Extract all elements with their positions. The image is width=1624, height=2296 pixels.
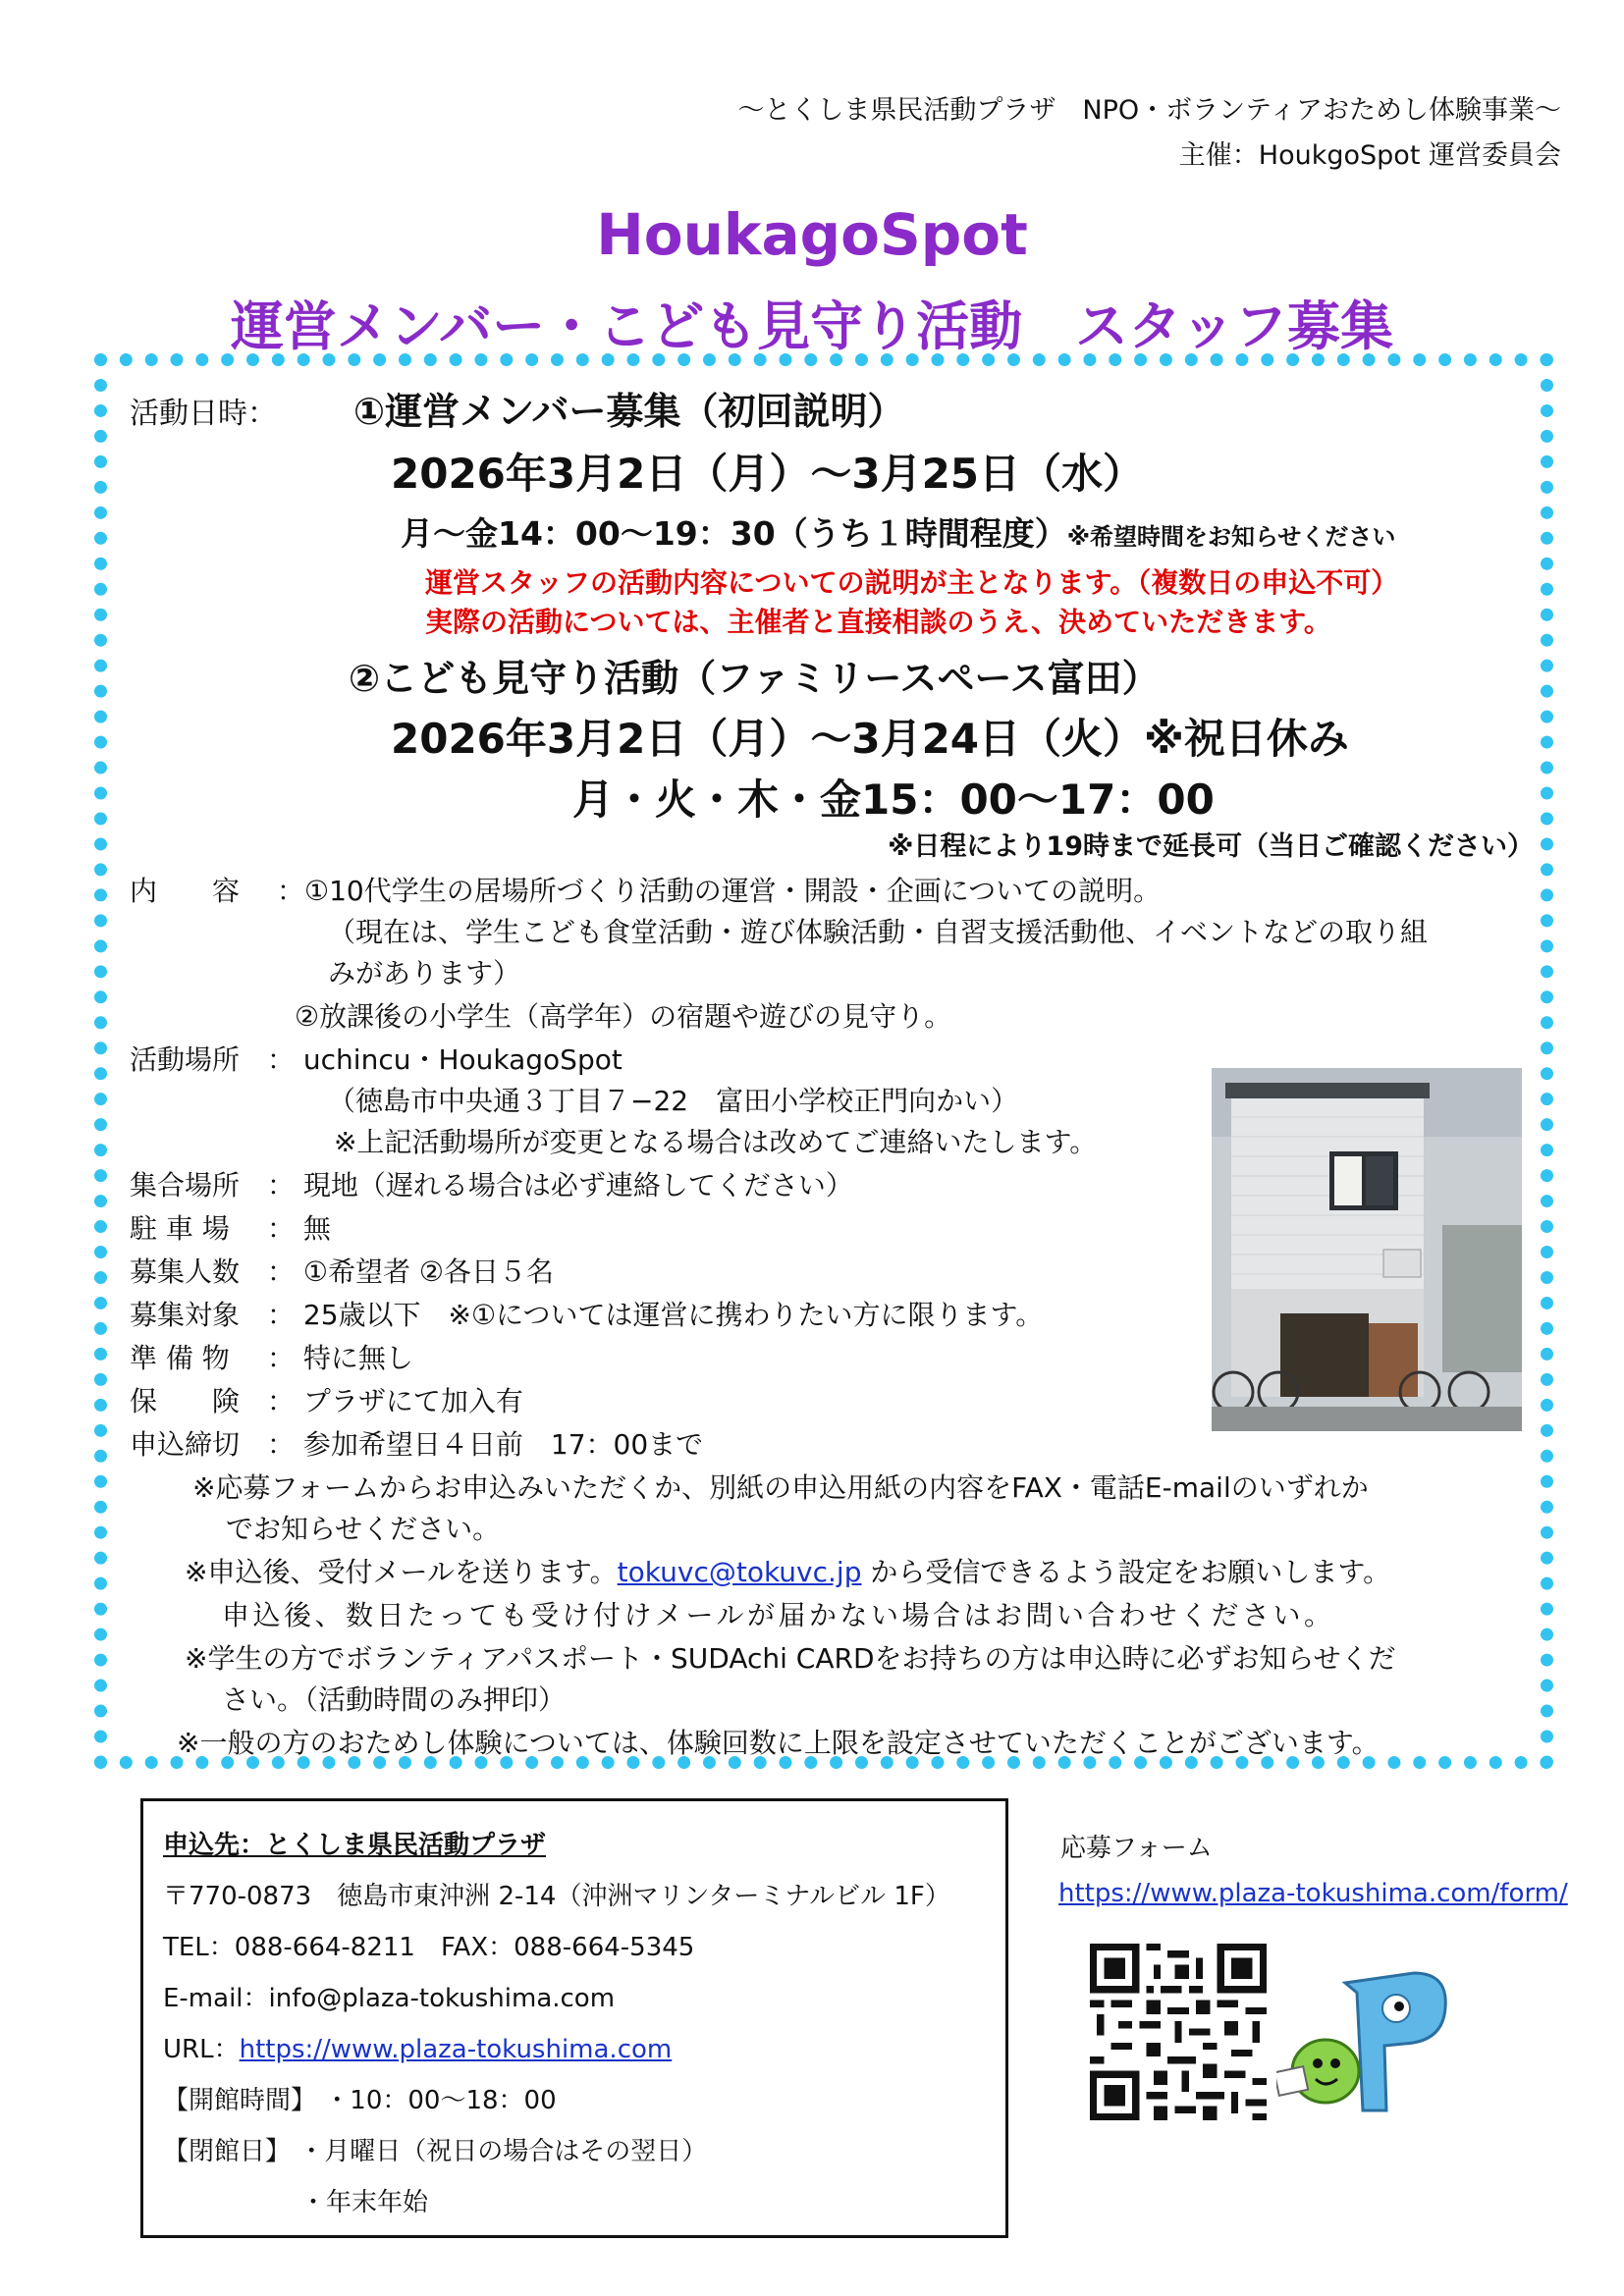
note-1b: でお知らせください。 — [226, 1513, 501, 1545]
building-photo — [1212, 1068, 1522, 1431]
parking-label: 駐 車 場 — [130, 1212, 230, 1245]
schedule-item2-dates: 2026年3月2日（月）～3月24日（火）※祝日休み — [391, 715, 1349, 763]
contact-title: 申込先：とくしま県民活動プラザ — [163, 1831, 547, 1860]
form-url-link[interactable]: https://www.plaza-tokushima.com/form/ — [1058, 1879, 1568, 1908]
deadline-label: 申込締切 — [130, 1428, 241, 1461]
parking: ： 無 — [267, 1212, 331, 1245]
form-label: 応募フォーム — [1060, 1834, 1213, 1863]
contact-closed-row — [163, 2131, 707, 2167]
note-3a: ※学生の方でボランティアパスポート・SUDAchi CARDをお持ちの方は申込時に必ずお知らせくだ — [185, 1642, 1396, 1675]
closed-value-2: ・年末年始 — [300, 2188, 429, 2217]
capacity: ： ①希望者 ②各日５名 — [267, 1255, 555, 1288]
place-address: （徳島市中央通３丁目７−22 富田小学校正門向かい） — [328, 1085, 1019, 1117]
mascot-icon — [1276, 1963, 1453, 2130]
note-3b: さい。（活動時間のみ押印） — [222, 1683, 567, 1716]
note-4: ※一般の方のおためし体験については、体験回数に上限を設定させていただくことがございます。 — [177, 1727, 1380, 1759]
target: ： 25歳以下 ※①については運営に携わりたい方に限ります。 — [267, 1299, 1044, 1331]
content-1b: （現在は、学生こども食堂活動・遊び体験活動・自習支援活動他、イベントなどの取り組 — [328, 916, 1429, 948]
page-subtitle: 運営メンバー・こども見守り活動 スタッフ募集 — [230, 295, 1394, 357]
deadline: ： 参加希望日４日前 17：00まで — [267, 1428, 704, 1461]
hours-value: ・10：00～18：00 — [324, 2086, 557, 2115]
schedule-item2-note: ※日程により19時まで延長可（当日ご確認ください） — [888, 831, 1534, 862]
schedule-item1-time-row — [401, 508, 1395, 555]
note-2b: 申込後、数日たっても受け付けメールが届かない場合はお問い合わせください。 — [222, 1599, 1335, 1631]
note-2a-pre: ※申込後、受付メールを送ります。 — [185, 1556, 618, 1588]
content-label: 内 容 — [130, 875, 241, 907]
schedule-item2-heading: ②こども見守り活動（ファミリースペース富田） — [349, 657, 1160, 700]
place: ： uchincu・HoukagoSpot — [267, 1043, 623, 1076]
event-line: ～とくしま県民活動プラザ NPO・ボランティアおためし体験事業～ — [737, 95, 1561, 126]
note-2a — [185, 1551, 1390, 1590]
insurance: ： プラザにて加入有 — [267, 1385, 523, 1417]
meet: ： 現地（遅れる場合は必ず連絡してください） — [267, 1169, 853, 1201]
schedule-item1-note2: 実際の活動については、主催者と直接相談のうえ、決めていただきます。 — [425, 606, 1331, 638]
contact-url-label: URL： — [163, 2035, 240, 2064]
target-label: 募集対象 — [130, 1299, 241, 1331]
schedule-item1-time-note: ※希望時間をお知らせください — [1066, 523, 1396, 551]
insurance-label: 保 険 — [130, 1385, 241, 1417]
content-2: ②放課後の小学生（高学年）の宿題や遊びの見守り。 — [295, 1000, 952, 1033]
items-label: 準 備 物 — [130, 1342, 230, 1374]
plaza-url-link[interactable]: https://www.plaza-tokushima.com — [239, 2035, 673, 2064]
schedule-item1-dates: 2026年3月2日（月）～3月25日（水） — [391, 450, 1145, 498]
capacity-label: 募集人数 — [130, 1255, 241, 1288]
meet-label: 集合場所 — [130, 1169, 241, 1201]
contact-phone: TEL：088-664-8211 FAX：088-664-5345 — [163, 1933, 695, 1962]
qr-code-icon[interactable] — [1090, 1944, 1267, 2120]
schedule-item2-time: 月・火・木・金15：00～17：00 — [572, 775, 1215, 824]
closed-label: 【閉館日】 — [163, 2137, 292, 2166]
note-2a-post: から受信できるよう設定をお願いします。 — [861, 1556, 1391, 1588]
schedule-label: 活動日時： — [130, 397, 277, 431]
schedule-item1-note1: 運営スタッフの活動内容についての説明が主となります。（複数日の申込不可） — [425, 566, 1399, 599]
page-title: HoukagoSpot — [596, 201, 1028, 268]
contact-address: 〒770-0873 徳島市東沖洲 2-14（沖洲マリンターミナルビル 1F） — [163, 1882, 950, 1911]
tokuvc-email-link[interactable]: tokuvc@tokuvc.jp — [617, 1556, 862, 1588]
contact-box — [140, 1798, 1008, 2238]
hours-label: 【開館時間】 — [163, 2086, 317, 2115]
contact-url-row — [163, 2029, 672, 2065]
closed-value-1: ・月曜日（祝日の場合はその翌日） — [298, 2137, 708, 2166]
contact-hours-row — [163, 2080, 557, 2116]
place-label: 活動場所 — [130, 1043, 241, 1076]
content-1c: みがあります） — [328, 957, 521, 989]
schedule-item1-time: 月～金14：00～19：30（うち１時間程度） — [401, 514, 1067, 553]
place-note: ※上記活動場所が変更となる場合は改めてご連絡いたします。 — [334, 1126, 1098, 1158]
content-1: ：①10代学生の居場所づくり活動の運営・開設・企画についての説明。 — [277, 875, 1162, 907]
organizer: 主催：HoukgoSpot 運営委員会 — [1178, 140, 1561, 171]
contact-email: E-mail：info@plaza-tokushima.com — [163, 1984, 616, 2013]
note-1a: ※応募フォームからお申込みいただくか、別紙の申込用紙の内容をFAX・電話E-mailのいずれか — [192, 1471, 1369, 1504]
items: ： 特に無し — [267, 1342, 413, 1374]
schedule-item1-heading: ①運営メンバー募集（初回説明） — [353, 390, 905, 433]
